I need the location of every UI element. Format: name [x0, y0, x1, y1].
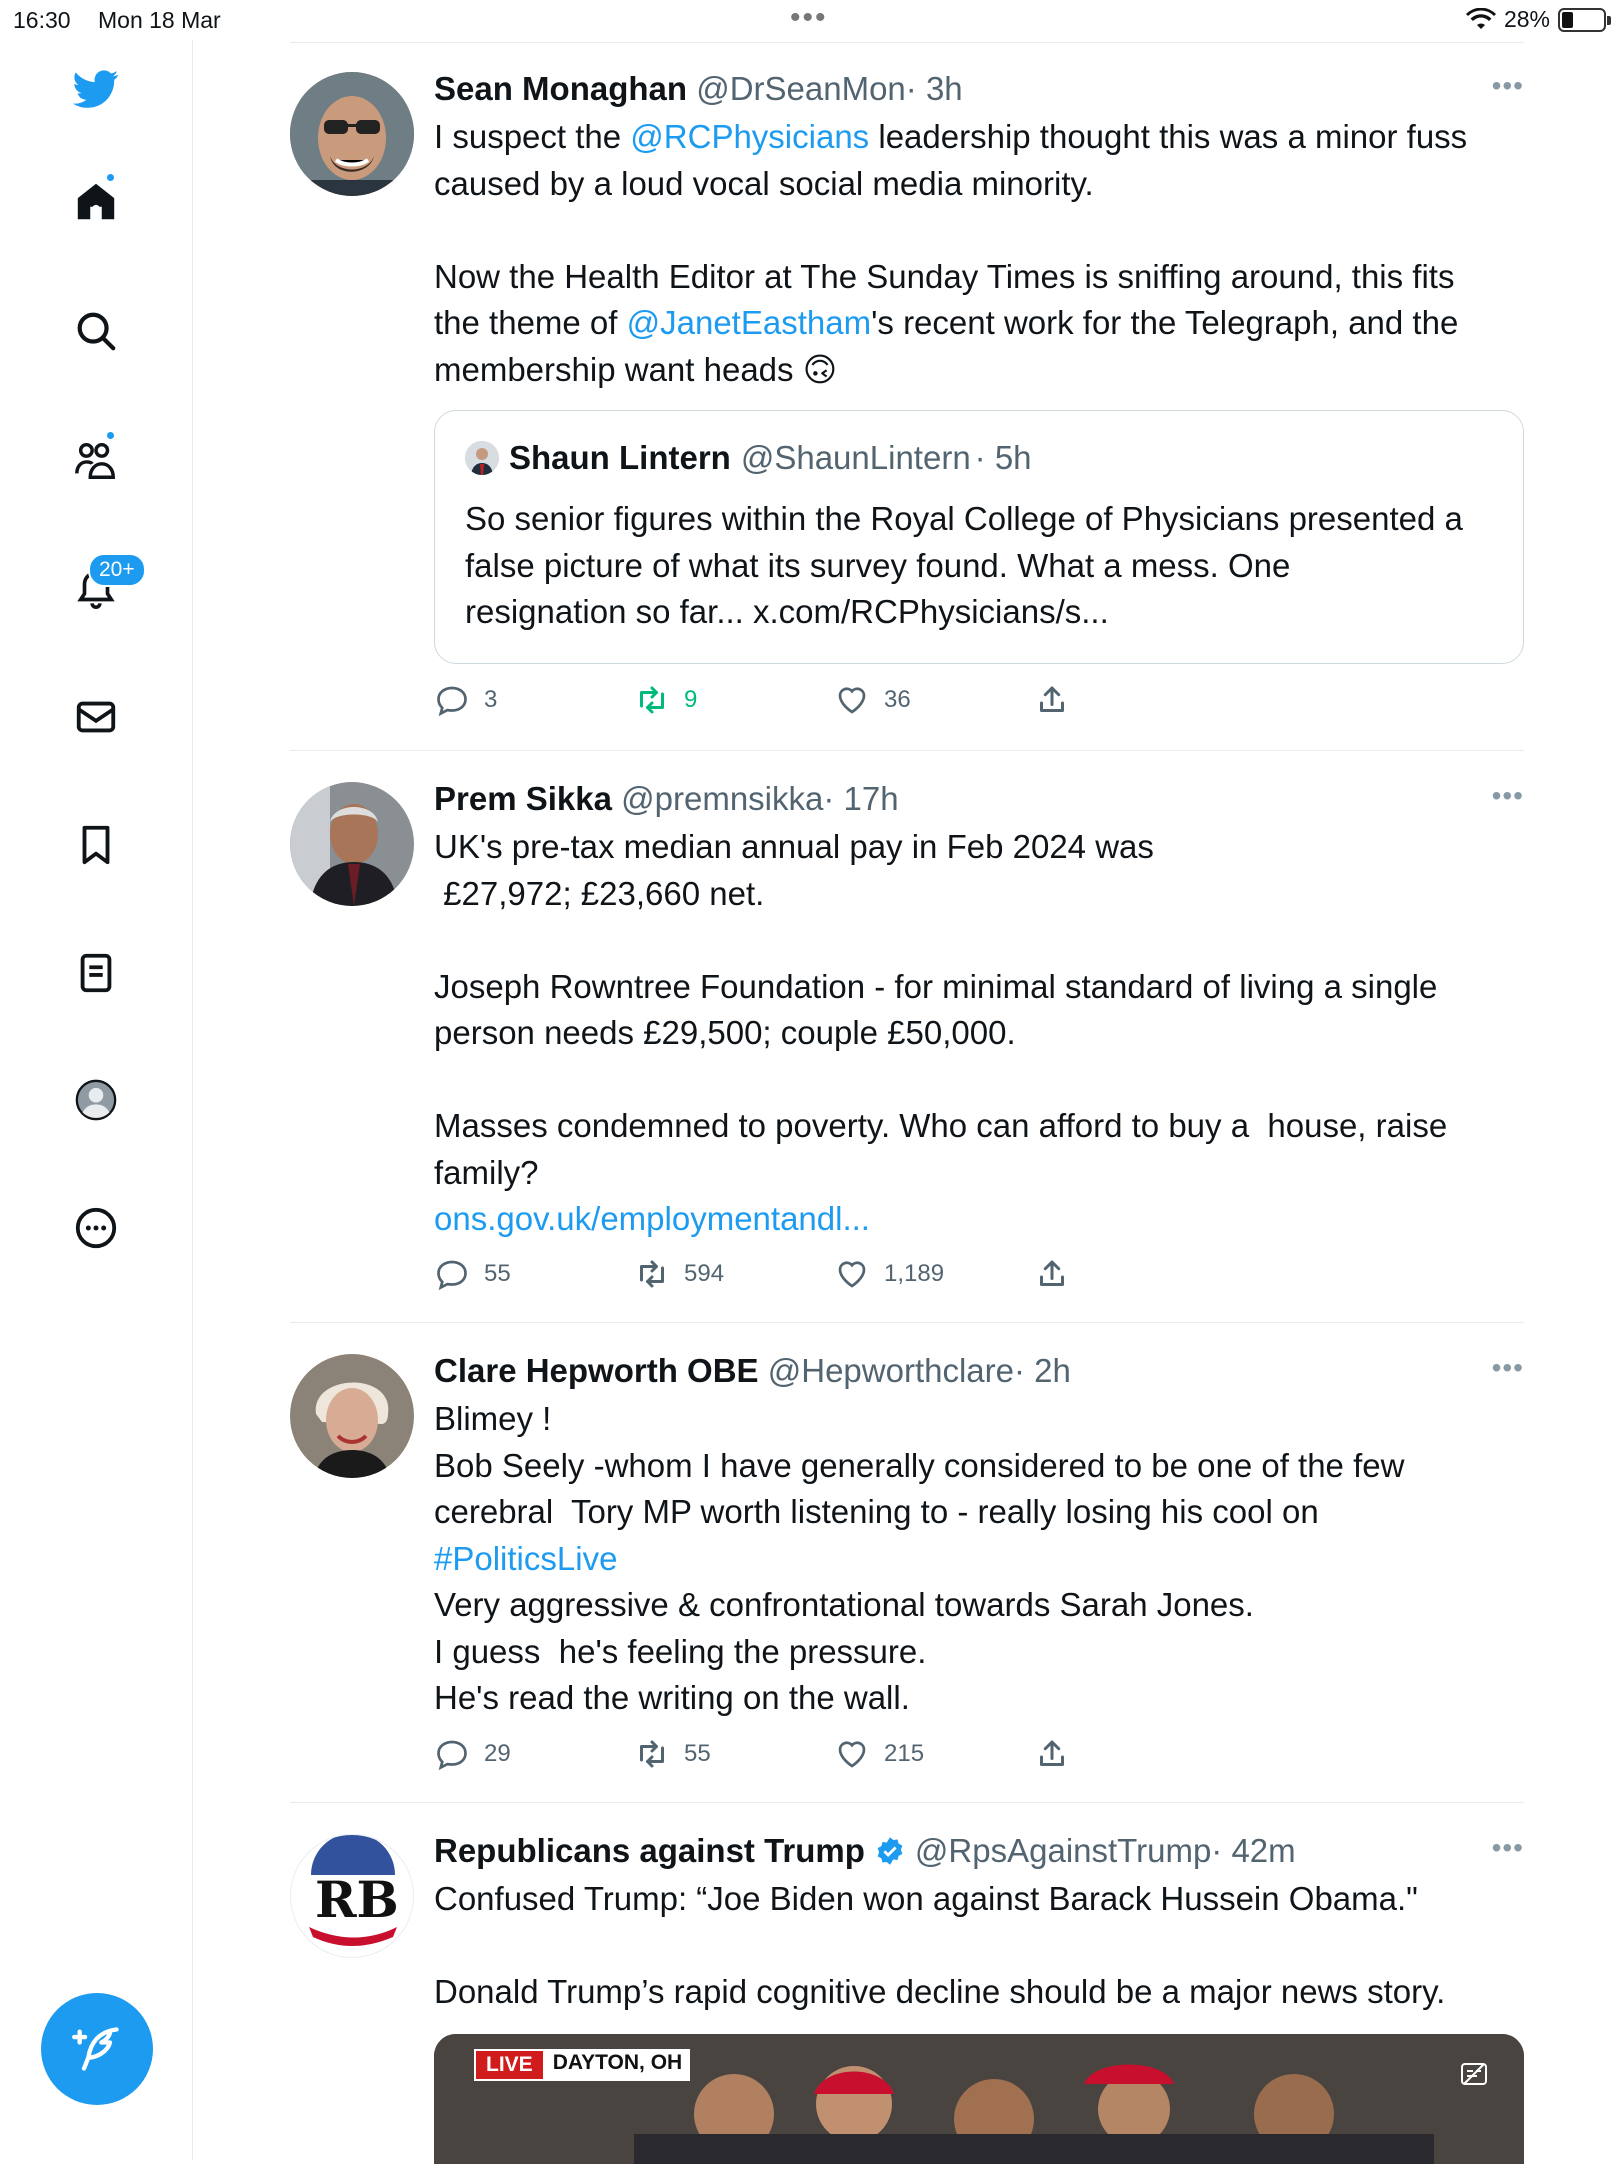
home-icon [73, 179, 119, 225]
author-handle[interactable]: @RpsAgainstTrump [914, 1832, 1212, 1869]
more-icon [73, 1205, 119, 1251]
reply-button[interactable] [434, 1736, 511, 1772]
like-count: 36 [884, 686, 911, 713]
author-name[interactable]: Clare Hepworth OBE [434, 1352, 759, 1389]
reply-button[interactable] [434, 1256, 511, 1292]
share-button[interactable] [1034, 1736, 1070, 1772]
retweet-icon [634, 1736, 670, 1772]
tweet-text [434, 1396, 1524, 1722]
bookmarks-icon [73, 822, 119, 868]
tweet-link[interactable]: @JanetEastham [626, 304, 872, 341]
reply-icon [434, 682, 470, 718]
search-icon [73, 308, 119, 354]
tweet-more-icon[interactable]: ••• [1491, 780, 1524, 811]
tweet-card[interactable] [290, 1352, 1524, 1792]
rb-logo-letter-r: RB [315, 1870, 399, 1929]
sidebar-item-profile[interactable] [71, 1075, 121, 1125]
tweet-text-segment: leadership thought this was a minor fuss caused by a loud vocal social media minority. Now the Health Editor at The Sunday Times is sniffing around, this fits the theme of [434, 118, 1468, 341]
communities-icon [73, 437, 119, 483]
wifi-icon [1466, 8, 1496, 32]
reply-icon [434, 1256, 470, 1292]
author-name[interactable]: Sean Monaghan [434, 70, 688, 107]
sidebar-item-bookmarks[interactable] [71, 820, 121, 870]
share-icon [1034, 1256, 1070, 1292]
avatar[interactable] [290, 782, 414, 906]
tweet-divider [290, 750, 1524, 751]
tweet-more-icon[interactable]: ••• [1491, 1832, 1524, 1863]
like-button[interactable] [834, 1256, 944, 1292]
tweet-time[interactable]: · 42m [1211, 1832, 1296, 1869]
tweet-time[interactable]: · 3h [905, 70, 963, 107]
like-button[interactable] [834, 1736, 924, 1772]
heart-icon [834, 1736, 870, 1772]
quoted-author-name: Shaun Lintern [509, 439, 731, 476]
sidebar-item-lists[interactable] [71, 948, 121, 998]
heart-icon [834, 682, 870, 718]
tweet-card[interactable] [290, 1832, 1524, 2160]
feed-top-divider [290, 42, 1524, 43]
share-icon [1034, 1736, 1070, 1772]
tweet-more-icon[interactable]: ••• [1491, 1352, 1524, 1383]
sidebar-item-messages[interactable] [71, 692, 121, 742]
retweet-count: 55 [684, 1740, 711, 1767]
tweet-text-segment: UK's pre-tax median annual pay in Feb 2024 was £27,972; £23,660 net. Joseph Rowntree Foundation - for minimal standard of living a single person needs £29,500; couple £50,000. Masses condemned to poverty. Who can afford to buy a house, raise family? [434, 828, 1448, 1191]
retweet-count: 9 [684, 686, 698, 713]
battery-fill [1562, 12, 1573, 28]
share-button[interactable] [1034, 1256, 1070, 1292]
avatar[interactable] [290, 1834, 414, 1958]
notifications-badge: 20+ [88, 553, 146, 587]
reply-count: 3 [484, 686, 498, 713]
messages-icon [73, 694, 119, 740]
tweet-text [434, 1876, 1524, 2016]
sidebar-item-more[interactable] [71, 1203, 121, 1253]
live-banner [474, 2049, 690, 2081]
communities-unread-dot [105, 430, 116, 441]
tweet-text-segment: Blimey ! Bob Seely -whom I have generally considered to be one of the few cerebral Tory MP worth listening to - really losing his cool on [434, 1400, 1405, 1530]
quoted-tweet-text: So senior figures within the Royal College of Physicians presented a false picture of what its survey found. What a mess. One resignation so far... x.com/RCPhysicians/s... [465, 500, 1463, 630]
compose-tweet-icon [71, 2023, 123, 2075]
reply-icon [434, 1736, 470, 1772]
twitter-logo-icon[interactable] [71, 64, 121, 114]
tweet-actions [434, 1256, 1434, 1296]
battery-icon [1558, 8, 1606, 32]
tweet-divider [290, 1322, 1524, 1323]
like-button[interactable] [834, 682, 911, 718]
share-icon [1034, 682, 1070, 718]
status-time: 16:30 [13, 7, 71, 33]
avatar[interactable] [290, 1354, 414, 1478]
retweet-button[interactable] [634, 1736, 711, 1772]
location-label: DAYTON, OH [545, 2049, 691, 2081]
status-date: Mon 18 Mar [98, 7, 221, 33]
tweet-text-segment: Confused Trump: “Joe Biden won against Barack Hussein Obama." Donald Trump’s rapid cognitive decline should be a major news story. [434, 1880, 1446, 2010]
quoted-author-handle: @ShaunLintern [740, 439, 971, 476]
quoted-tweet-header [465, 439, 1032, 477]
reply-count: 29 [484, 1740, 511, 1767]
tweet-header [434, 780, 899, 818]
tweet-link[interactable]: #PoliticsLive [434, 1539, 618, 1577]
tweet-link[interactable]: @RCPhysicians [630, 118, 870, 155]
author-handle[interactable]: @DrSeanMon [696, 70, 906, 107]
quoted-avatar [465, 441, 499, 475]
profile-icon [73, 1077, 119, 1123]
tweet-card[interactable] [290, 780, 1524, 1300]
author-handle[interactable]: @Hepworthclare [767, 1352, 1014, 1389]
verified-badge-icon [875, 1836, 905, 1866]
retweet-button[interactable] [634, 682, 697, 718]
heart-icon [834, 1256, 870, 1292]
tweet-text [434, 824, 1524, 1243]
like-count: 1,189 [884, 1260, 945, 1287]
lists-icon [73, 950, 119, 996]
tweet-header [434, 70, 963, 108]
tweet-video[interactable] [434, 2034, 1524, 2164]
retweet-icon [634, 1256, 670, 1292]
multitasking-dots-icon[interactable]: ••• [790, 1, 828, 34]
live-label: LIVE [474, 2049, 545, 2081]
tweet-text [434, 114, 1524, 393]
tweet-text-segment: I suspect the [434, 118, 631, 155]
reply-button[interactable] [434, 682, 497, 718]
share-button[interactable] [1034, 682, 1070, 718]
tweet-actions [434, 1736, 1434, 1776]
tweet-time[interactable]: · 2h [1014, 1352, 1071, 1389]
avatar[interactable] [290, 72, 414, 196]
tweet-more-icon[interactable]: ••• [1491, 70, 1524, 101]
tweet-text-segment: Very aggressive & confrontational towards Sarah Jones. I guess he's feeling the pressure. He's read the writing on the wall. [434, 1586, 1254, 1716]
tweet-card[interactable] [290, 70, 1524, 713]
tweet-link[interactable]: ons.gov.uk/employmentandl... [434, 1200, 870, 1237]
captions-icon[interactable] [1460, 2062, 1488, 2086]
tweet-text-segment: 's recent work for the Telegraph, and the membership want heads 🙃 [434, 304, 1459, 388]
like-count: 215 [884, 1740, 925, 1767]
status-bar [0, 0, 1620, 40]
tweet-divider [290, 1802, 1524, 1803]
battery-percent: 28% [1503, 6, 1550, 32]
reply-count: 55 [484, 1260, 511, 1287]
home-unread-dot [105, 172, 116, 183]
compose-tweet-button[interactable] [41, 1993, 153, 2105]
tweet-header [434, 1832, 1296, 1870]
quoted-tweet-time: · 5h [974, 439, 1032, 476]
retweet-count: 594 [684, 1260, 725, 1287]
sidebar-item-home[interactable] [71, 177, 121, 227]
quoted-tweet[interactable] [434, 410, 1524, 664]
retweet-icon [634, 682, 670, 718]
author-name[interactable]: Republicans against Trump [434, 1832, 865, 1869]
author-handle[interactable]: @premnsikka [621, 780, 824, 817]
sidebar-item-search[interactable] [71, 306, 121, 356]
tweet-actions [434, 682, 1434, 722]
author-name[interactable]: Prem Sikka [434, 780, 612, 817]
tweet-header [434, 1352, 1071, 1390]
sidebar-item-communities[interactable] [71, 435, 121, 485]
tweet-time[interactable]: · 17h [823, 780, 899, 817]
retweet-button[interactable] [634, 1256, 724, 1292]
